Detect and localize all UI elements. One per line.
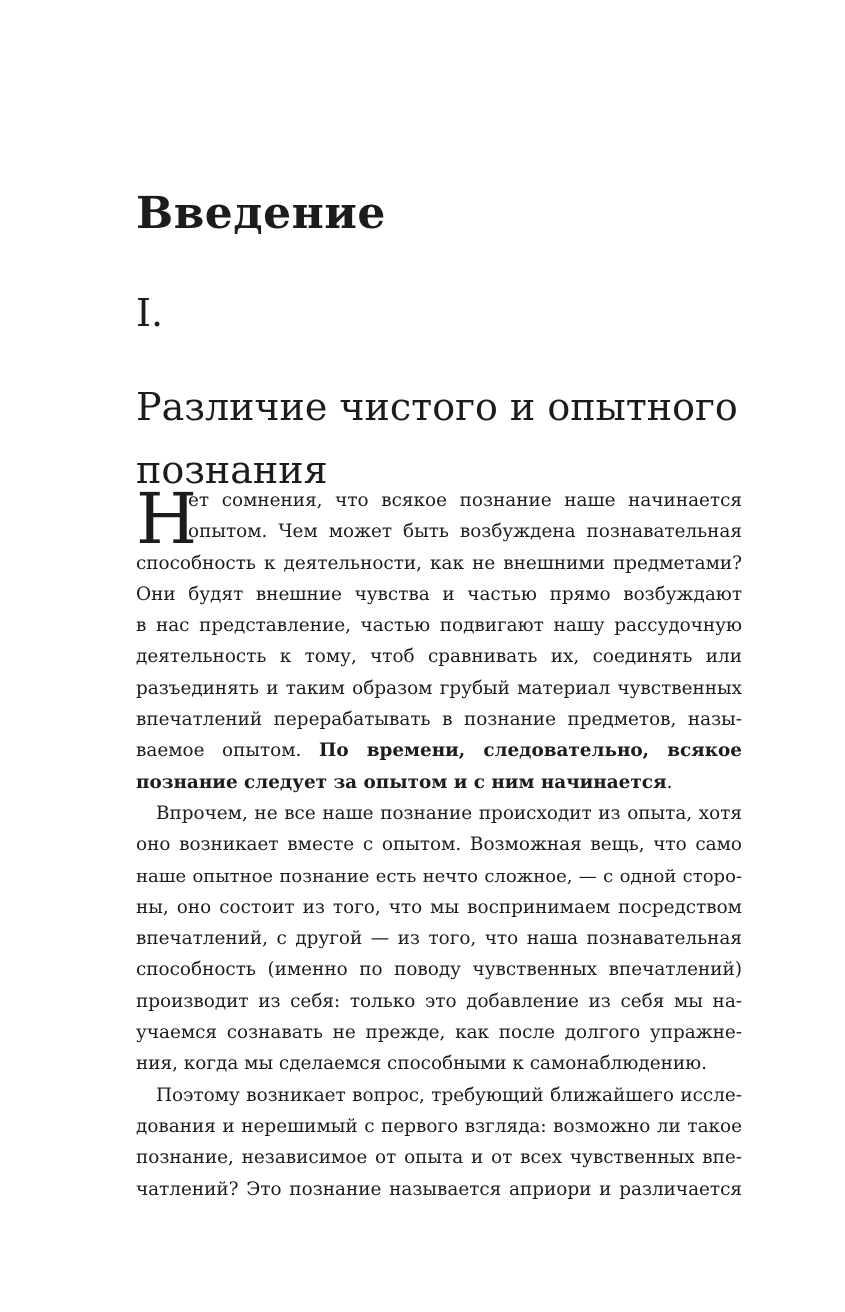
paragraph-1: [136, 478, 742, 798]
section-title-line: Различие чистого и опытного: [136, 384, 738, 429]
paragraph-2: [136, 798, 742, 1080]
chapter-heading: Введение: [136, 188, 386, 239]
text-line: опытом. Чем может быть возбуждена познавательная: [188, 521, 742, 543]
text-line: наше опытное познание есть нечто сложное, — с одной сторо-: [136, 865, 742, 887]
text-line: дования и нерешимый с первого взгляда: возможно ли такое: [136, 1115, 742, 1137]
emphasis-text: По времени, следовательно, всякое: [318, 740, 742, 762]
text-line: Они будят внешние чувства и частью прямо возбуждают: [136, 583, 742, 605]
paragraph-3: [136, 1080, 742, 1205]
text-line: ны, оно состоит из того, что мы воспринимаем посредством: [136, 896, 742, 918]
text-line: ния, когда мы сделаемся способными к самонаблюдению.: [136, 1053, 707, 1075]
section-title: [136, 376, 756, 502]
emphasis-text: познание следует за опытом и с ним начинается: [136, 771, 667, 793]
text-line: чатлений? Это познание называется априори и различается: [136, 1178, 742, 1200]
text-line: впечатлений перерабатывать в познание предметов, назы-: [136, 709, 742, 731]
text-line: [136, 767, 742, 798]
text-line: впечатлений, с другой — из того, что наша познавательная: [136, 928, 742, 950]
text-line: оно возникает вместе с опытом. Возможная вещь, что само: [136, 834, 742, 856]
text-line: Впрочем, не все наше познание происходит из опыта, хотя: [156, 802, 742, 824]
text-line: ет сомнения, что всякое познание наше начинается: [188, 490, 742, 511]
text-line: деятельность к тому, чтоб сравнивать их, соединять или: [136, 646, 742, 668]
section-number: I.: [136, 291, 164, 335]
text-line: познание, независимое от опыта и от всех чувственных впе-: [136, 1147, 742, 1169]
text-line: способность к деятельности, как не внешними предметами?: [136, 552, 742, 574]
text-line: производит из себя: только это добавление из себя мы на-: [136, 990, 742, 1012]
drop-cap: Н: [136, 478, 198, 560]
text-line: способность (именно по поводу чувственных впечатлений): [136, 959, 742, 981]
text-line: [136, 735, 742, 766]
text-line: Поэтому возникает вопрос, требующий ближайшего иссле-: [156, 1084, 742, 1106]
section-title-line: познания: [136, 447, 328, 492]
text-run: .: [666, 771, 673, 793]
body-text: [136, 478, 742, 1205]
text-line: в нас представление, частью подвигают нашу рассудочную: [136, 615, 742, 637]
text-line: разъединять и таким образом грубый материал чувственных: [136, 677, 742, 699]
text-run: ваемое опытом.: [136, 740, 302, 762]
text-line: учаемся сознавать не прежде, как после долгого упражне-: [136, 1022, 742, 1044]
